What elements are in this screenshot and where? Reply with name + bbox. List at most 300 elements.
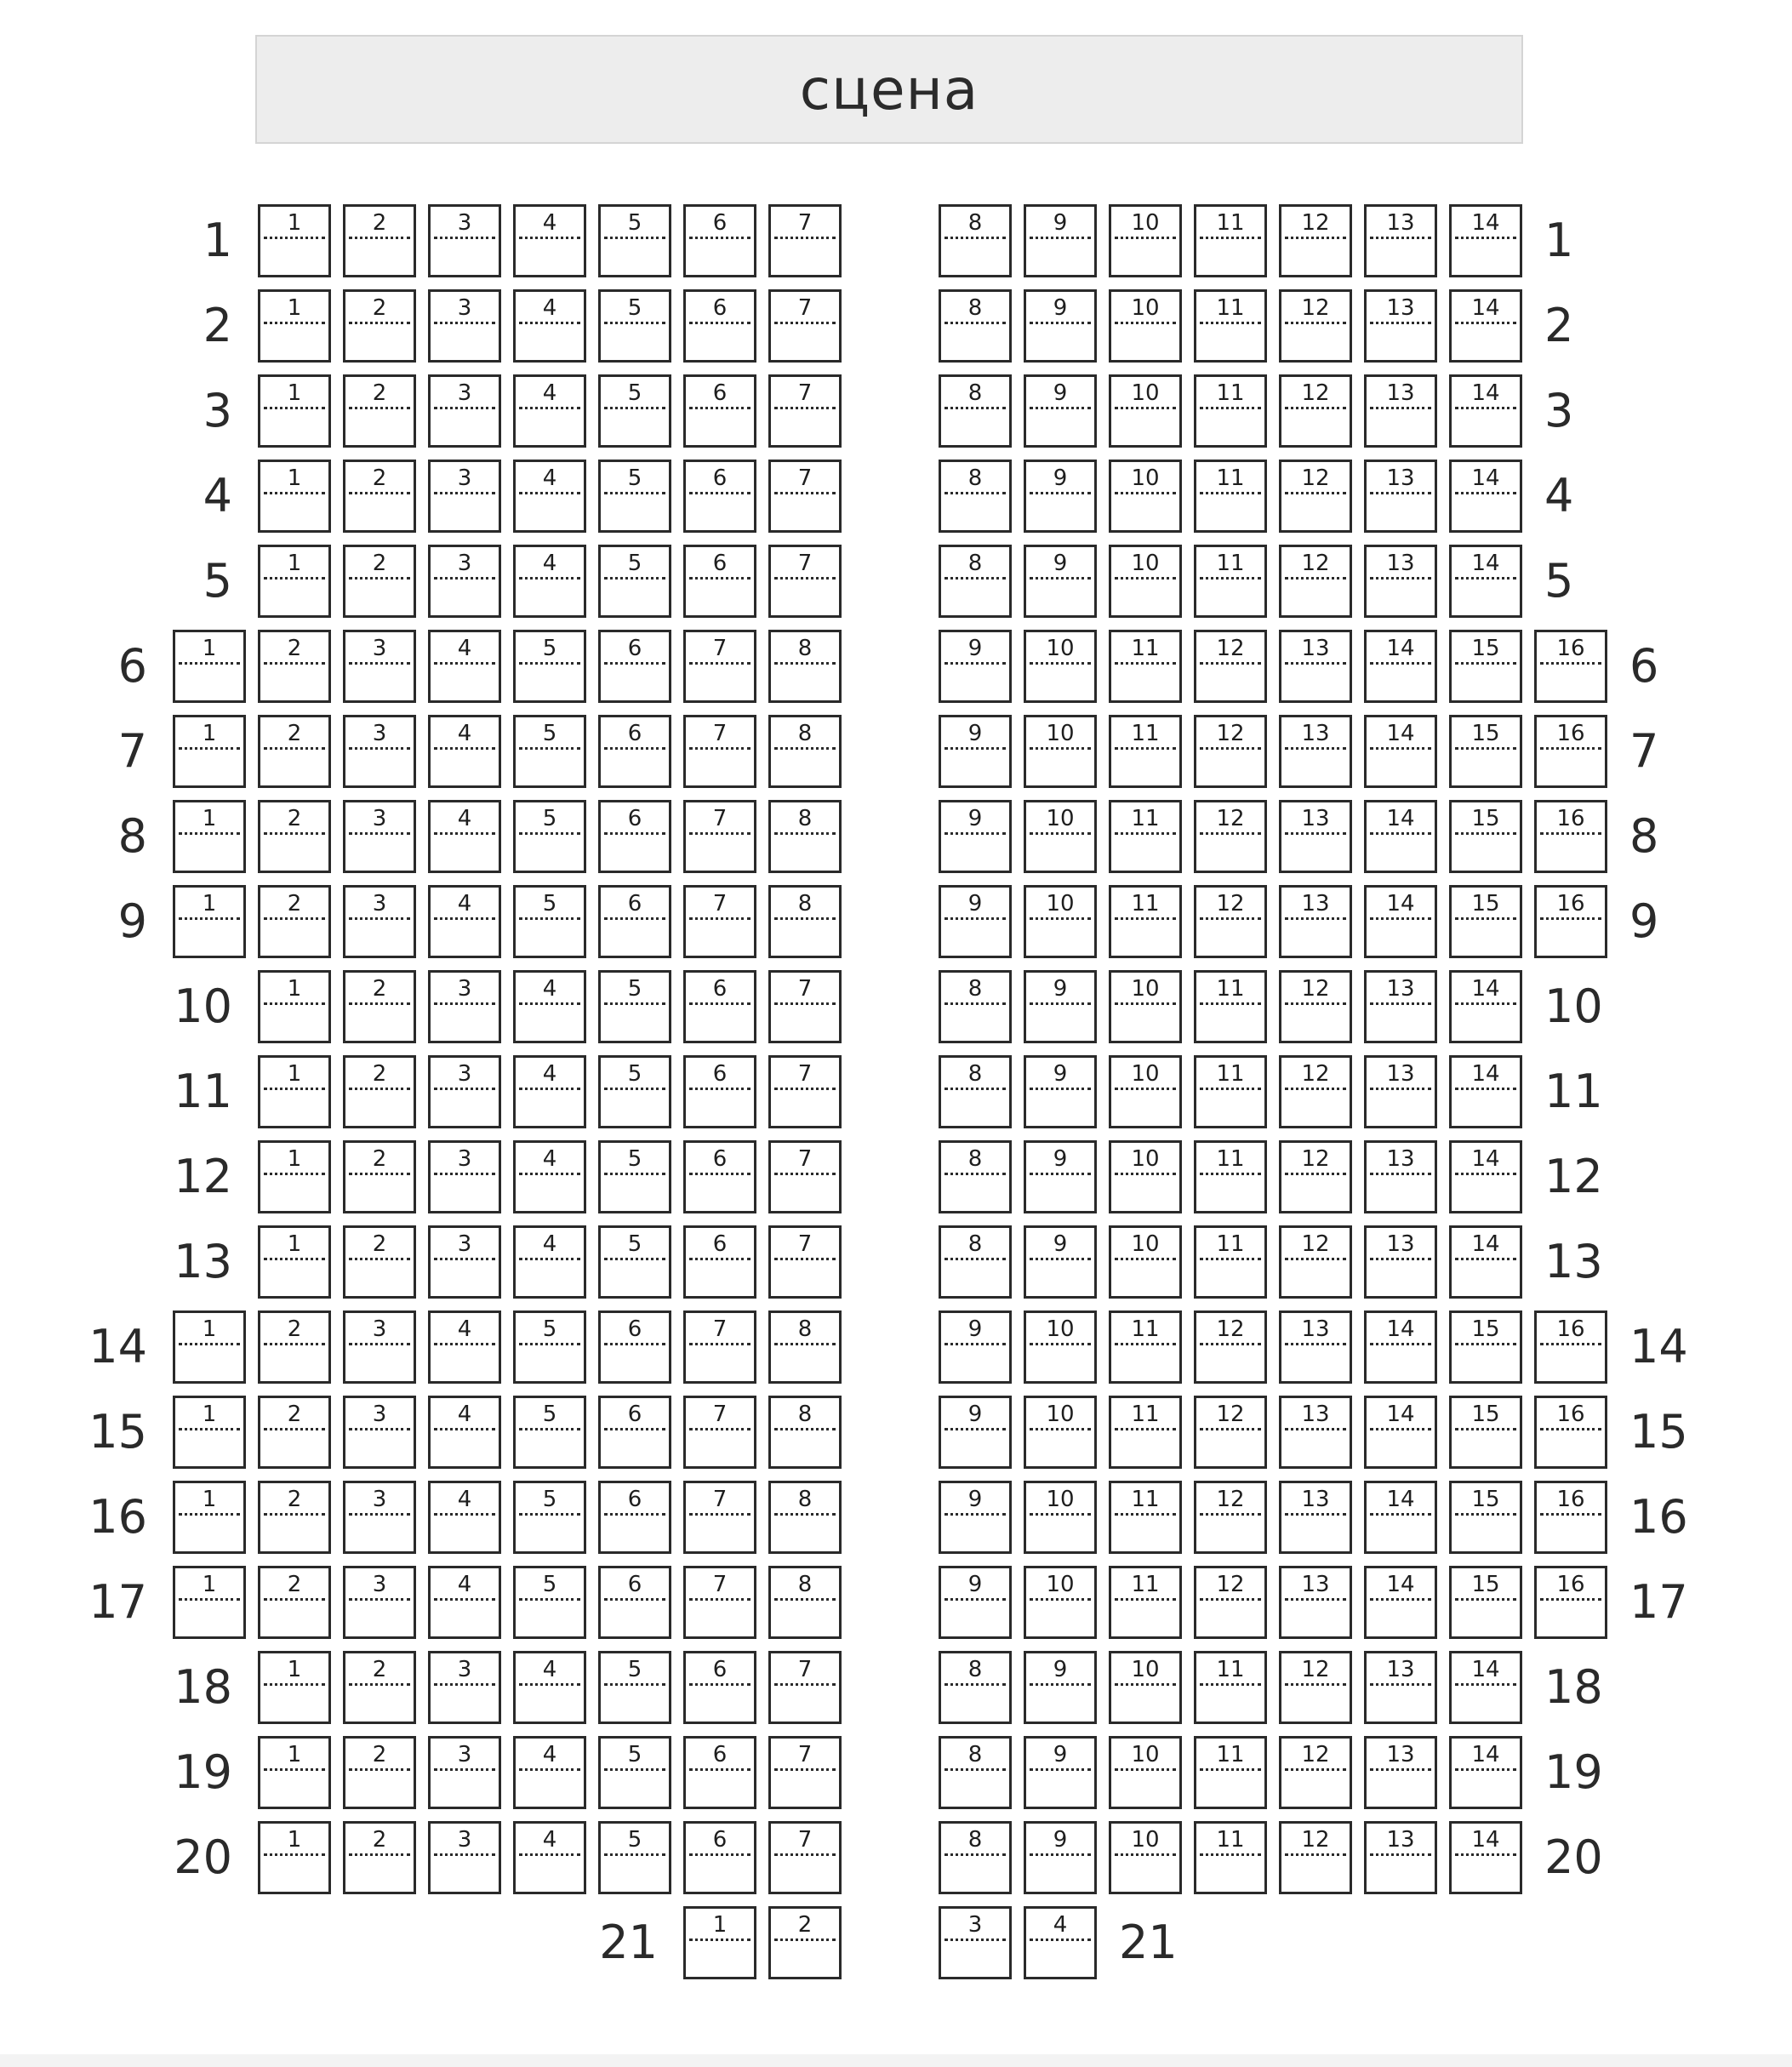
seat-row-13[interactable] [1109,1225,1182,1299]
seat-row-14[interactable] [173,1310,246,1384]
seat-row-14[interactable] [1279,1310,1352,1384]
seat-row-12[interactable] [343,1140,416,1213]
seat-row-1[interactable] [428,204,501,277]
seat-row-12[interactable] [1449,1140,1522,1213]
seat-row-13[interactable] [1279,1225,1352,1299]
seat-row-5[interactable] [258,545,331,618]
seat-row-4[interactable] [683,460,756,533]
seat-row-16[interactable] [1364,1481,1437,1554]
seat-row-5[interactable] [1449,545,1522,618]
seat-row-6[interactable] [1194,630,1267,703]
seat-row-7[interactable] [1024,715,1097,788]
seat-row-5[interactable] [598,545,671,618]
seat-row-17[interactable] [1024,1566,1097,1639]
seat-row-12[interactable] [598,1140,671,1213]
seat-row-9[interactable] [939,885,1012,958]
seat-row-6[interactable] [343,630,416,703]
seat-row-3[interactable] [1194,374,1267,448]
seat-row-4[interactable] [513,460,586,533]
seat-row-4[interactable] [1364,460,1437,533]
seat-row-14[interactable] [768,1310,842,1384]
seat-row-7[interactable] [1364,715,1437,788]
seat-row-5[interactable] [768,545,842,618]
seat-row-13[interactable] [428,1225,501,1299]
seat-row-9[interactable] [1449,885,1522,958]
seat-row-15[interactable] [598,1396,671,1469]
seat-row-7[interactable] [258,715,331,788]
seat-row-14[interactable] [1109,1310,1182,1384]
seat-row-6[interactable] [683,630,756,703]
seat-row-2[interactable] [1449,289,1522,363]
seat-row-12[interactable] [1279,1140,1352,1213]
seat-row-12[interactable] [258,1140,331,1213]
seat-row-6[interactable] [1024,630,1097,703]
seat-row-14[interactable] [1449,1310,1522,1384]
seat-row-8[interactable] [1534,800,1607,873]
seat-row-4[interactable] [1194,460,1267,533]
seat-row-16[interactable] [428,1481,501,1554]
seat-row-4[interactable] [598,460,671,533]
seat-row-16[interactable] [173,1481,246,1554]
seat-row-6[interactable] [1279,630,1352,703]
seat-row-3[interactable] [513,374,586,448]
seat-row-8[interactable] [1109,800,1182,873]
seat-row-12[interactable] [1364,1140,1437,1213]
seat-row-8[interactable] [939,800,1012,873]
seat-row-19[interactable] [258,1736,331,1809]
seat-row-20[interactable] [428,1821,501,1894]
seat-row-3[interactable] [1279,374,1352,448]
seat-row-1[interactable] [939,204,1012,277]
seat-row-7[interactable] [428,715,501,788]
seat-row-21[interactable] [683,1906,756,1979]
seat-row-17[interactable] [1364,1566,1437,1639]
seat-row-20[interactable] [598,1821,671,1894]
seat-row-14[interactable] [428,1310,501,1384]
seat-row-1[interactable] [513,204,586,277]
seat-row-12[interactable] [1109,1140,1182,1213]
seat-row-10[interactable] [1194,970,1267,1043]
seat-row-20[interactable] [939,1821,1012,1894]
seat-row-14[interactable] [939,1310,1012,1384]
seat-row-17[interactable] [258,1566,331,1639]
seat-row-8[interactable] [258,800,331,873]
seat-row-7[interactable] [343,715,416,788]
seat-row-3[interactable] [683,374,756,448]
seat-row-4[interactable] [343,460,416,533]
seat-row-7[interactable] [1449,715,1522,788]
seat-row-9[interactable] [173,885,246,958]
seat-row-9[interactable] [258,885,331,958]
seat-row-3[interactable] [1109,374,1182,448]
seat-row-8[interactable] [1194,800,1267,873]
seat-row-2[interactable] [1024,289,1097,363]
seat-row-7[interactable] [939,715,1012,788]
seat-row-15[interactable] [939,1396,1012,1469]
seat-row-11[interactable] [1109,1055,1182,1128]
seat-row-16[interactable] [683,1481,756,1554]
seat-row-7[interactable] [1534,715,1607,788]
seat-row-10[interactable] [1109,970,1182,1043]
seat-row-9[interactable] [1534,885,1607,958]
seat-row-11[interactable] [939,1055,1012,1128]
seat-row-6[interactable] [1449,630,1522,703]
seat-row-17[interactable] [939,1566,1012,1639]
seat-row-17[interactable] [1279,1566,1352,1639]
seat-row-1[interactable] [1364,204,1437,277]
seat-row-10[interactable] [513,970,586,1043]
seat-row-11[interactable] [768,1055,842,1128]
seat-row-9[interactable] [1109,885,1182,958]
seat-row-10[interactable] [428,970,501,1043]
seat-row-5[interactable] [683,545,756,618]
seat-row-7[interactable] [1109,715,1182,788]
seat-row-18[interactable] [343,1651,416,1724]
seat-row-20[interactable] [1194,1821,1267,1894]
seat-row-11[interactable] [598,1055,671,1128]
seat-row-10[interactable] [258,970,331,1043]
seat-row-2[interactable] [768,289,842,363]
seat-row-13[interactable] [1024,1225,1097,1299]
seat-row-2[interactable] [343,289,416,363]
seat-row-18[interactable] [683,1651,756,1724]
seat-row-2[interactable] [1194,289,1267,363]
seat-row-18[interactable] [1194,1651,1267,1724]
seat-row-1[interactable] [1024,204,1097,277]
seat-row-8[interactable] [683,800,756,873]
seat-row-11[interactable] [1194,1055,1267,1128]
seat-row-9[interactable] [1024,885,1097,958]
seat-row-11[interactable] [1024,1055,1097,1128]
seat-row-7[interactable] [1194,715,1267,788]
seat-row-14[interactable] [598,1310,671,1384]
seat-row-12[interactable] [768,1140,842,1213]
seat-row-6[interactable] [939,630,1012,703]
seat-row-11[interactable] [258,1055,331,1128]
seat-row-8[interactable] [1364,800,1437,873]
seat-row-8[interactable] [1449,800,1522,873]
seat-row-15[interactable] [343,1396,416,1469]
seat-row-10[interactable] [1279,970,1352,1043]
seat-row-5[interactable] [1364,545,1437,618]
seat-row-15[interactable] [683,1396,756,1469]
seat-row-15[interactable] [428,1396,501,1469]
seat-row-5[interactable] [1194,545,1267,618]
seat-row-19[interactable] [939,1736,1012,1809]
seat-row-12[interactable] [513,1140,586,1213]
seat-row-19[interactable] [1109,1736,1182,1809]
seat-row-9[interactable] [768,885,842,958]
seat-row-10[interactable] [1024,970,1097,1043]
seat-row-8[interactable] [173,800,246,873]
seat-row-20[interactable] [513,1821,586,1894]
seat-row-11[interactable] [1279,1055,1352,1128]
seat-row-13[interactable] [1364,1225,1437,1299]
seat-row-15[interactable] [1449,1396,1522,1469]
seat-row-12[interactable] [428,1140,501,1213]
seat-row-11[interactable] [513,1055,586,1128]
seat-row-11[interactable] [1449,1055,1522,1128]
seat-row-15[interactable] [1194,1396,1267,1469]
seat-row-1[interactable] [1109,204,1182,277]
seat-row-15[interactable] [768,1396,842,1469]
seat-row-16[interactable] [1449,1481,1522,1554]
seat-row-6[interactable] [598,630,671,703]
seat-row-10[interactable] [1364,970,1437,1043]
seat-row-17[interactable] [598,1566,671,1639]
seat-row-12[interactable] [939,1140,1012,1213]
seat-row-8[interactable] [428,800,501,873]
seat-row-19[interactable] [1279,1736,1352,1809]
seat-row-6[interactable] [428,630,501,703]
seat-row-2[interactable] [258,289,331,363]
seat-row-8[interactable] [598,800,671,873]
seat-row-15[interactable] [1364,1396,1437,1469]
seat-row-21[interactable] [1024,1906,1097,1979]
seat-row-21[interactable] [939,1906,1012,1979]
seat-row-20[interactable] [1279,1821,1352,1894]
seat-row-11[interactable] [343,1055,416,1128]
seat-row-14[interactable] [1364,1310,1437,1384]
seat-row-15[interactable] [1534,1396,1607,1469]
seat-row-8[interactable] [343,800,416,873]
seat-row-11[interactable] [1364,1055,1437,1128]
seat-row-13[interactable] [939,1225,1012,1299]
seat-row-6[interactable] [173,630,246,703]
seat-row-5[interactable] [513,545,586,618]
seat-row-18[interactable] [428,1651,501,1724]
seat-row-18[interactable] [598,1651,671,1724]
seat-row-20[interactable] [1109,1821,1182,1894]
seat-row-18[interactable] [513,1651,586,1724]
seat-row-17[interactable] [768,1566,842,1639]
seat-row-20[interactable] [258,1821,331,1894]
seat-row-19[interactable] [1194,1736,1267,1809]
seat-row-3[interactable] [598,374,671,448]
seat-row-3[interactable] [768,374,842,448]
seat-row-7[interactable] [768,715,842,788]
seat-row-15[interactable] [258,1396,331,1469]
seat-row-7[interactable] [513,715,586,788]
seat-row-3[interactable] [1449,374,1522,448]
seat-row-12[interactable] [1194,1140,1267,1213]
seat-row-1[interactable] [598,204,671,277]
seat-row-14[interactable] [513,1310,586,1384]
seat-row-3[interactable] [428,374,501,448]
seat-row-14[interactable] [1194,1310,1267,1384]
seat-row-1[interactable] [1279,204,1352,277]
seat-row-20[interactable] [1364,1821,1437,1894]
seat-row-5[interactable] [1024,545,1097,618]
seat-row-19[interactable] [343,1736,416,1809]
seat-row-15[interactable] [1109,1396,1182,1469]
seat-row-1[interactable] [683,204,756,277]
seat-row-4[interactable] [768,460,842,533]
seat-row-20[interactable] [683,1821,756,1894]
seat-row-17[interactable] [683,1566,756,1639]
seat-row-17[interactable] [1109,1566,1182,1639]
seat-row-1[interactable] [1194,204,1267,277]
seat-row-2[interactable] [939,289,1012,363]
seat-row-19[interactable] [598,1736,671,1809]
seat-row-4[interactable] [428,460,501,533]
seat-row-10[interactable] [768,970,842,1043]
seat-row-17[interactable] [1194,1566,1267,1639]
seat-row-19[interactable] [1024,1736,1097,1809]
seat-row-16[interactable] [1109,1481,1182,1554]
seat-row-10[interactable] [683,970,756,1043]
seat-row-18[interactable] [1364,1651,1437,1724]
seat-row-13[interactable] [683,1225,756,1299]
seat-row-18[interactable] [1279,1651,1352,1724]
seat-row-3[interactable] [343,374,416,448]
seat-row-13[interactable] [513,1225,586,1299]
seat-row-5[interactable] [939,545,1012,618]
seat-row-1[interactable] [258,204,331,277]
seat-row-16[interactable] [1194,1481,1267,1554]
seat-row-19[interactable] [683,1736,756,1809]
seat-row-6[interactable] [513,630,586,703]
seat-row-1[interactable] [768,204,842,277]
seat-row-16[interactable] [1024,1481,1097,1554]
seat-row-4[interactable] [939,460,1012,533]
seat-row-9[interactable] [513,885,586,958]
seat-row-13[interactable] [1194,1225,1267,1299]
seat-row-11[interactable] [428,1055,501,1128]
seat-row-16[interactable] [768,1481,842,1554]
seat-row-11[interactable] [683,1055,756,1128]
seat-row-19[interactable] [768,1736,842,1809]
seat-row-17[interactable] [343,1566,416,1639]
seat-row-16[interactable] [598,1481,671,1554]
seat-row-7[interactable] [598,715,671,788]
seat-row-5[interactable] [343,545,416,618]
seat-row-13[interactable] [598,1225,671,1299]
seat-row-8[interactable] [1024,800,1097,873]
seat-row-12[interactable] [683,1140,756,1213]
seat-row-16[interactable] [939,1481,1012,1554]
seat-row-16[interactable] [513,1481,586,1554]
seat-row-14[interactable] [683,1310,756,1384]
seat-row-20[interactable] [768,1821,842,1894]
seat-row-4[interactable] [258,460,331,533]
seat-row-18[interactable] [939,1651,1012,1724]
seat-row-18[interactable] [1109,1651,1182,1724]
seat-row-2[interactable] [683,289,756,363]
seat-row-4[interactable] [1024,460,1097,533]
seat-row-14[interactable] [343,1310,416,1384]
seat-row-6[interactable] [1364,630,1437,703]
seat-row-18[interactable] [1449,1651,1522,1724]
seat-row-5[interactable] [1279,545,1352,618]
seat-row-16[interactable] [258,1481,331,1554]
seat-row-2[interactable] [428,289,501,363]
seat-row-7[interactable] [683,715,756,788]
seat-row-10[interactable] [1449,970,1522,1043]
seat-row-17[interactable] [428,1566,501,1639]
seat-row-3[interactable] [1364,374,1437,448]
seat-row-9[interactable] [1194,885,1267,958]
seat-row-12[interactable] [1024,1140,1097,1213]
seat-row-9[interactable] [1364,885,1437,958]
seat-row-17[interactable] [1534,1566,1607,1639]
seat-row-16[interactable] [1534,1481,1607,1554]
seat-row-3[interactable] [258,374,331,448]
seat-row-2[interactable] [598,289,671,363]
seat-row-20[interactable] [1024,1821,1097,1894]
seat-row-1[interactable] [343,204,416,277]
seat-row-4[interactable] [1449,460,1522,533]
seat-row-9[interactable] [1279,885,1352,958]
seat-row-7[interactable] [173,715,246,788]
seat-row-10[interactable] [939,970,1012,1043]
seat-row-19[interactable] [1364,1736,1437,1809]
seat-row-6[interactable] [1534,630,1607,703]
seat-row-17[interactable] [513,1566,586,1639]
seat-row-18[interactable] [768,1651,842,1724]
seat-row-16[interactable] [1279,1481,1352,1554]
seat-row-6[interactable] [768,630,842,703]
seat-row-20[interactable] [343,1821,416,1894]
seat-row-19[interactable] [513,1736,586,1809]
seat-row-14[interactable] [1024,1310,1097,1384]
seat-row-15[interactable] [1024,1396,1097,1469]
seat-row-15[interactable] [513,1396,586,1469]
seat-row-1[interactable] [1449,204,1522,277]
seat-row-4[interactable] [1279,460,1352,533]
seat-row-14[interactable] [258,1310,331,1384]
seat-row-9[interactable] [428,885,501,958]
seat-row-2[interactable] [1109,289,1182,363]
seat-row-2[interactable] [513,289,586,363]
seat-row-18[interactable] [258,1651,331,1724]
seat-row-13[interactable] [343,1225,416,1299]
seat-row-5[interactable] [428,545,501,618]
seat-row-17[interactable] [1449,1566,1522,1639]
seat-row-19[interactable] [428,1736,501,1809]
seat-row-2[interactable] [1364,289,1437,363]
seat-row-9[interactable] [598,885,671,958]
seat-row-4[interactable] [1109,460,1182,533]
seat-row-17[interactable] [173,1566,246,1639]
seat-row-20[interactable] [1449,1821,1522,1894]
seat-row-2[interactable] [1279,289,1352,363]
seat-row-19[interactable] [1449,1736,1522,1809]
seat-row-6[interactable] [258,630,331,703]
seat-row-8[interactable] [513,800,586,873]
seat-row-21[interactable] [768,1906,842,1979]
seat-row-9[interactable] [343,885,416,958]
seat-row-3[interactable] [1024,374,1097,448]
seat-row-13[interactable] [768,1225,842,1299]
seat-row-15[interactable] [173,1396,246,1469]
seat-row-15[interactable] [1279,1396,1352,1469]
seat-row-9[interactable] [683,885,756,958]
seat-row-5[interactable] [1109,545,1182,618]
seat-row-6[interactable] [1109,630,1182,703]
seat-row-13[interactable] [1449,1225,1522,1299]
seat-row-7[interactable] [1279,715,1352,788]
seat-row-10[interactable] [343,970,416,1043]
seat-row-8[interactable] [1279,800,1352,873]
seat-row-14[interactable] [1534,1310,1607,1384]
seat-row-18[interactable] [1024,1651,1097,1724]
seat-row-3[interactable] [939,374,1012,448]
seat-row-10[interactable] [598,970,671,1043]
seat-row-13[interactable] [258,1225,331,1299]
seat-row-16[interactable] [343,1481,416,1554]
seat-row-8[interactable] [768,800,842,873]
